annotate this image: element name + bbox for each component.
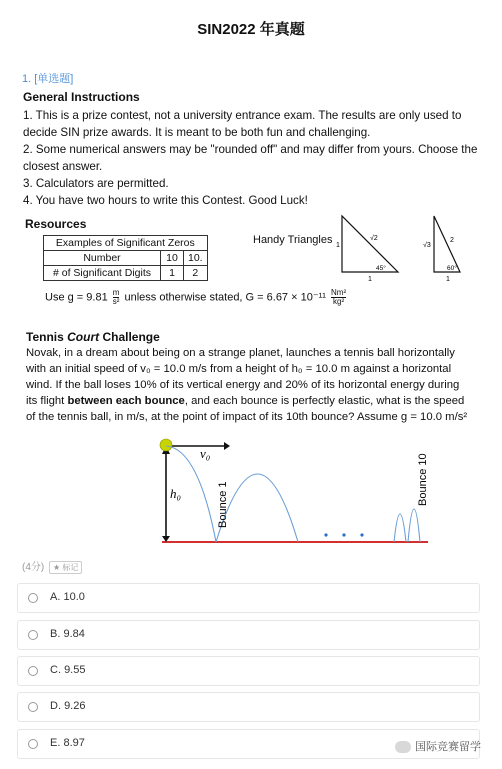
instructions-list [23,107,483,209]
formula-middle: unless otherwise stated, G = 6.67 × 10⁻¹¹ [124,291,326,304]
bounce-10-label: Bounce 10 [417,453,429,506]
table-row [44,251,208,266]
question-header [22,70,73,86]
table-row [44,266,208,281]
problem-text [26,345,474,425]
tri1-angle: 45° [376,265,386,272]
tri2-angle: 60° [447,265,457,272]
mark-button[interactable]: ★ 标记 [49,561,82,574]
option-letter: D. [50,700,61,712]
problem-line-part: , and each bounce is perfectly elastic, what is the speed [184,395,465,407]
problem-line: of the tennis ball, in m/s, at the point of impact of its 10th bounce? Assume g = 10.0 m/s² [26,411,468,423]
instruction-item: 4. You have two hours to write this Contest. Good Luck! [23,194,308,207]
table-cell: 1 [161,266,184,281]
g-unit-fraction [113,289,120,306]
score-line [22,558,82,574]
option-label [50,664,85,676]
radio-icon[interactable] [28,666,38,676]
ellipsis-dot [342,533,345,536]
option-b[interactable] [17,620,480,650]
problem-line: wind. If the ball loses 10% of its vertical energy and 20% of its horizontal energy during [26,379,460,391]
triangle-60 [434,216,460,272]
option-c[interactable] [17,656,480,686]
option-label [50,628,85,640]
radio-icon[interactable] [28,702,38,712]
tennis-ball [160,439,172,451]
problem-heading-post: Challenge [99,330,160,344]
constants-formula [45,289,348,306]
question-type-tag: [单选题] [34,73,74,85]
handy-triangles-figure [330,212,480,284]
triangle-45 [342,216,398,272]
tri2-side-b: 1 [446,276,450,283]
table-cell: Number [44,251,161,266]
problem-line: Novak, in a dream about being on a strange planet, launches a tennis ball horizontally [26,347,455,359]
table-cell: # of Significant Digits [44,266,161,281]
G-unit-den: kg² [333,297,345,306]
problem-line-part: its flight [26,395,68,407]
option-label [50,737,85,749]
question-number: 1. [22,73,32,85]
velocity-arrow-head [224,442,230,450]
v0-label: v₀ [200,446,211,461]
instruction-item: 2. Some numerical answers may be "rounded off" and may differ from yours. Choose the closest answer. [23,143,478,173]
tri1-side-a: 1 [336,242,340,249]
ellipsis-dot [324,533,327,536]
option-letter: B. [50,628,61,640]
trajectory-bounce-9 [394,514,406,542]
option-value: 9.55 [64,664,86,676]
tri1-side-b: 1 [368,276,372,283]
question-points: (4分) [22,562,45,573]
bounce-1-label: Bounce 1 [217,481,229,528]
badge-text: 国际竞赛留学 [415,741,481,753]
option-value: 10.0 [63,591,85,603]
instruction-item: 1. This is a prize contest, not a university entrance exam. The results are only used to decide SIN prize awards. It is meant to be both fun and challenging. [23,109,462,139]
wechat-badge [395,738,481,754]
table-caption: Examples of Significant Zeros [44,236,208,251]
general-instructions-heading: General Instructions [23,90,140,104]
option-value: 9.26 [64,700,86,712]
problem-heading [26,330,160,344]
h0-label: h₀ [170,486,182,501]
problem-heading-pre: Tennis [26,330,68,344]
tri2-hyp: 2 [450,237,454,244]
page-title: SIN2022 年真题 [197,21,305,38]
option-label [50,591,85,603]
radio-icon[interactable] [28,739,38,749]
option-d[interactable] [17,692,480,722]
ellipsis-dot [360,533,363,536]
tri1-hyp: √2 [370,235,378,242]
instruction-item: 3. Calculators are permitted. [23,177,169,190]
table-cell: 10 [161,251,184,266]
wechat-icon [395,741,411,753]
trajectory-bounce-10 [408,509,420,542]
option-value: 9.84 [63,628,85,640]
handy-triangles-label: Handy Triangles [253,234,333,246]
option-label [50,700,85,712]
problem-heading-em: Court [67,330,100,344]
table-cell: 2 [184,266,208,281]
formula-prefix: Use g = 9.81 [45,291,108,304]
option-letter: C. [50,664,61,676]
radio-icon[interactable] [28,630,38,640]
tri2-side-a: √3 [423,242,431,249]
problem-line: with an initial speed of v₀ = 10.0 m/s from a height of h₀ = 10.0 m against a horizontal [26,363,452,375]
bounce-diagram [158,436,430,548]
resources-heading: Resources [25,217,87,231]
g-unit-den: s² [112,297,120,306]
G-unit-num: Nm² [331,288,347,297]
G-unit-fraction [331,289,346,306]
g-unit-num: m [112,288,120,297]
table-cell: 10. [184,251,208,266]
option-a[interactable] [17,583,480,613]
option-value: 8.97 [63,737,85,749]
significant-zeros-table [43,235,208,281]
option-letter: E. [50,737,61,749]
problem-line-bold: between each bounce [67,395,185,407]
problem-line [26,393,474,409]
option-letter: A. [50,591,61,603]
radio-icon[interactable] [28,593,38,603]
